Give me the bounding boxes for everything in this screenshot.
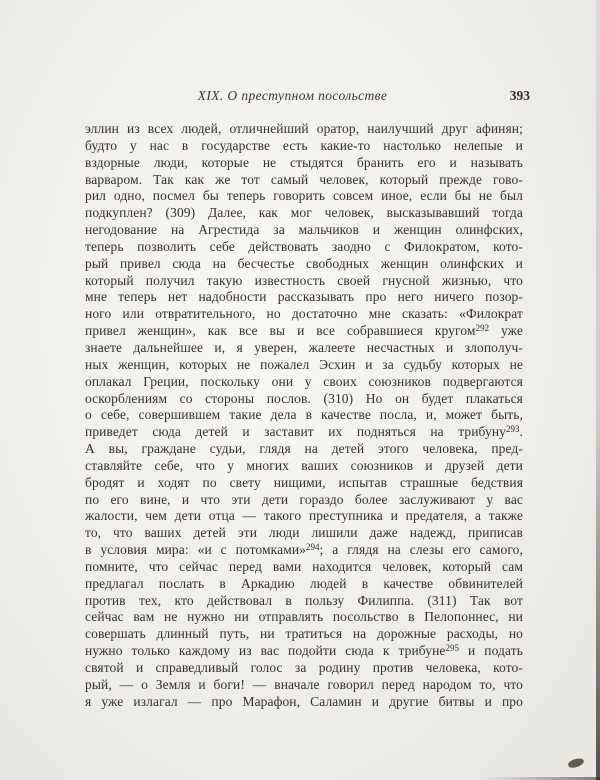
text-line: о себе, совершившем такие дела в качестве посла, и, может быть,: [85, 407, 523, 423]
footnote-reference: 295: [445, 643, 460, 654]
text-line: я уже излагал — про Марафон, Саламин и другие битвы и про: [85, 693, 523, 709]
text-line: сейчас вам не нужно ни отправлять посольство в Пелопоннес, ни: [85, 609, 523, 625]
page-body-text: [85, 121, 523, 711]
text-line: жалости, чем дети отца — такого преступника и предателя, а также: [85, 508, 523, 524]
text-line: по его вине, и что эти дети гораздо более заслуживают у вас: [85, 491, 523, 507]
text-line: эллин из всех людей, отличнейший оратор, наилучший друг афинян;: [85, 121, 523, 136]
text-line: оплакал Греции, поскольку они у своих союзников подвергаются: [85, 373, 523, 389]
text-line: оскорблениям со стороны послов. (310) Но он будет плакаться: [85, 390, 523, 406]
text-line: против тех, кто действовал в пользу Филиппа. (311) Так вот: [85, 592, 523, 608]
text-line: рый, — о Земля и боги! — вначале говорил перед народом то, что: [85, 676, 523, 692]
text-line: теперь позволить себе действовать заодно с Филократом, кото-: [85, 238, 523, 254]
text-line: совершать длинный путь, ни тратиться на дорожные расходы, но: [85, 626, 523, 642]
text-line: рый привел сюда на бесчестье свободных женщин олинфских и: [85, 255, 523, 271]
running-header: [85, 88, 530, 106]
scan-edge-shadow: [596, 0, 600, 780]
text-line: мне теперь нет надобности рассказывать про него ничего позор-: [85, 289, 523, 305]
footnote-reference: 293: [506, 424, 520, 435]
text-line: который получил такую известность своей гнусной жизнью, что: [85, 272, 523, 288]
text-line: рил одно, посмел бы теперь говорить совсем иное, если бы не был: [85, 188, 523, 204]
text-line: вздорные люди, которые не стыдятся бранить его и называть: [85, 154, 523, 170]
text-line: знаете дальнейшее и, я уверен, жалеете несчастных и злополуч-: [85, 339, 523, 355]
text-line: ных женщин, которых не пожалел Эсхин и за судьбу которых не: [85, 356, 523, 372]
text-line: в условия мира: «и с потомками»$^{294}$; а глядя на слезы его самого,: [85, 542, 524, 558]
text-line: ставляйте себе, что у многих ваших союзников и друзей дети: [85, 457, 523, 473]
text-line: негодование на Агрестида за мальчиков и женщин олинфских,: [85, 222, 523, 238]
text-line: будто у нас в государстве есть какие-то настолько нелепые и: [85, 137, 523, 153]
text-line: варваром. Так как же тот самый человек, который прежде гово-: [85, 171, 523, 187]
text-line: А вы, граждане судьи, глядя на детей этого человека, пред-: [85, 441, 523, 457]
footnote-reference: 292: [475, 323, 490, 334]
text-line: привел женщин», как все вы и все собравшиеся кругом$^{292}$ уже: [85, 323, 523, 339]
text-line: ного или отвратительного, но достаточно мне сказать: «Филократ: [85, 306, 523, 322]
text-line: бродят и ходят по свету нищими, испытав страшные бедствия: [85, 474, 523, 490]
page-number: 393: [509, 88, 530, 103]
text-line: помните, что сейчас перед вами находится человек, который сам: [85, 558, 523, 574]
text-line: предлагал послать в Аркадию людей в качестве обвинителей: [85, 575, 523, 591]
footnote-reference: 294: [306, 542, 320, 553]
text-line: подкуплен? (309) Далее, как мог человек, высказывавший тогда: [85, 205, 523, 221]
text-line: приведет сюда детей и заставит их подняться на трибуну$^{293}$.: [85, 424, 523, 440]
scan-corner-smudge: [567, 757, 585, 770]
text-line: святой и справедливый голос за родину против человека, кото-: [85, 660, 523, 675]
running-title: XIX. О преступном посольстве: [197, 88, 388, 103]
text-line: нужно только каждому из вас подойти сюда к трибуне$^{295}$ и подать: [85, 643, 523, 659]
text-line: то, что ваших детей эти люди лишили даже надежд, приписав: [85, 525, 523, 541]
